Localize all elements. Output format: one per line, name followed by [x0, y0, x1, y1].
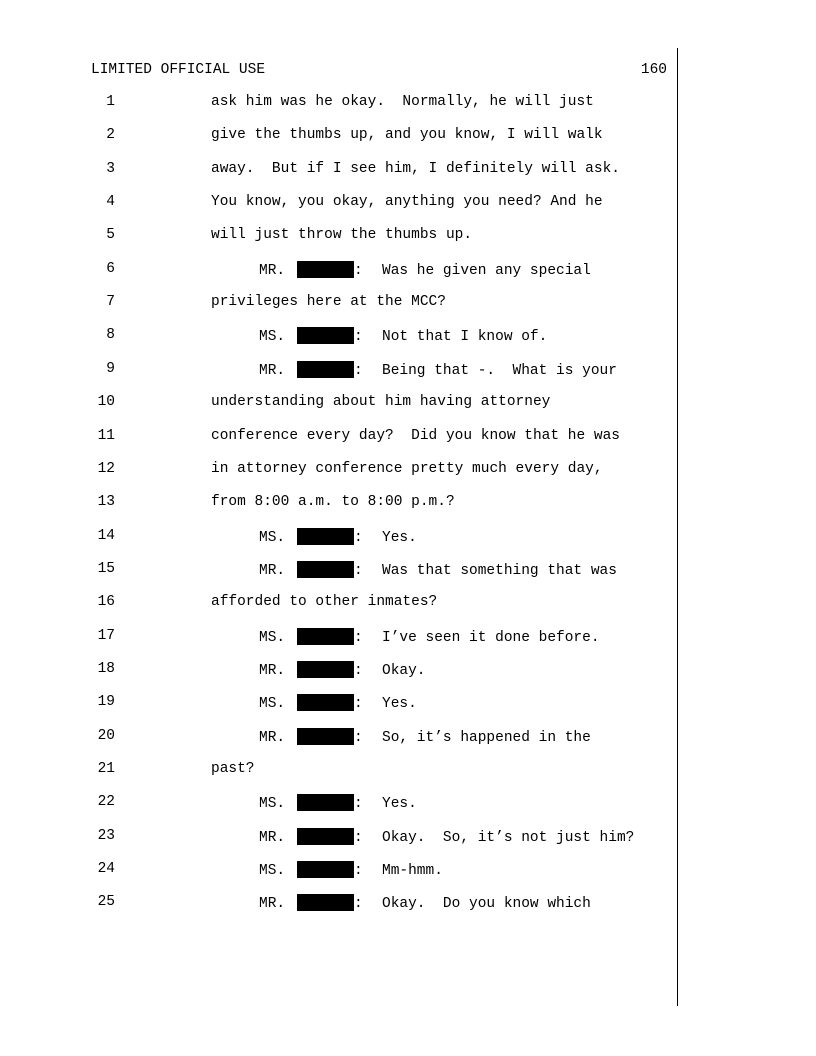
speaker-turn [259, 694, 417, 712]
speaker-title: MR. [259, 263, 286, 279]
speaker-title: MR. [259, 896, 286, 912]
speaker-colon: : [354, 663, 363, 679]
speaker-title: MS. [259, 863, 286, 879]
redaction-box [297, 628, 354, 645]
redaction-box [297, 528, 354, 545]
speaker-turn [259, 528, 417, 546]
line-text: give the thumbs up, and you know, I will walk [211, 127, 603, 143]
line-number: 11 [97, 428, 115, 444]
speaker-colon: : [354, 630, 363, 646]
redaction-box [297, 794, 354, 811]
speaker-colon: : [354, 896, 363, 912]
spoken-text: Okay. [382, 663, 426, 679]
speaker-colon: : [354, 530, 363, 546]
line-number: 14 [97, 528, 115, 544]
spoken-text: Okay. So, it’s not just him? [382, 830, 635, 846]
line-text: in attorney conference pretty much every day, [211, 461, 603, 477]
line-number: 13 [97, 494, 115, 510]
line-number: 25 [97, 894, 115, 910]
speaker-turn [259, 661, 426, 679]
transcript-line [0, 561, 816, 581]
line-number: 8 [106, 327, 115, 343]
line-number: 1 [106, 94, 115, 110]
line-number: 3 [106, 161, 115, 177]
line-text: afforded to other inmates? [211, 594, 438, 610]
line-text: You know, you okay, anything you need? And he [211, 194, 603, 210]
transcript-line [0, 94, 816, 114]
redaction-box [297, 661, 354, 678]
speaker-turn [259, 261, 591, 279]
spoken-text: So, it’s happened in the [382, 730, 591, 746]
speaker-title: MR. [259, 563, 286, 579]
line-text: conference every day? Did you know that he was [211, 428, 620, 444]
speaker-turn [259, 828, 634, 846]
transcript-line [0, 594, 816, 614]
speaker-title: MR. [259, 663, 286, 679]
transcript-line [0, 428, 816, 448]
speaker-colon: : [354, 696, 363, 712]
redaction-box [297, 561, 354, 578]
line-text: from 8:00 a.m. to 8:00 p.m.? [211, 494, 455, 510]
transcript-line [0, 227, 816, 247]
line-number: 12 [97, 461, 115, 477]
speaker-title: MS. [259, 630, 286, 646]
line-text: privileges here at the MCC? [211, 294, 446, 310]
page-number: 160 [640, 62, 667, 78]
transcript-line [0, 361, 816, 381]
speaker-colon: : [354, 563, 363, 579]
spoken-text: Mm-hmm. [382, 863, 443, 879]
line-text: understanding about him having attorney [211, 394, 551, 410]
speaker-title: MS. [259, 796, 286, 812]
line-number: 17 [97, 628, 115, 644]
transcript-line [0, 628, 816, 648]
speaker-colon: : [354, 263, 363, 279]
spoken-text: Being that -. What is your [382, 363, 617, 379]
speaker-turn [259, 327, 547, 345]
spoken-text: Yes. [382, 530, 417, 546]
transcript-line [0, 461, 816, 481]
redaction-box [297, 894, 354, 911]
transcript-line [0, 528, 816, 548]
speaker-turn [259, 628, 600, 646]
speaker-colon: : [354, 730, 363, 746]
line-number: 18 [97, 661, 115, 677]
spoken-text: I’ve seen it done before. [382, 630, 600, 646]
transcript-line [0, 794, 816, 814]
transcript-line [0, 661, 816, 681]
redaction-box [297, 861, 354, 878]
spoken-text: Not that I know of. [382, 329, 548, 345]
speaker-title: MS. [259, 696, 286, 712]
line-number: 22 [97, 794, 115, 810]
speaker-title: MR. [259, 363, 286, 379]
line-number: 6 [106, 261, 115, 277]
transcript-line [0, 294, 816, 314]
transcript-line [0, 761, 816, 781]
transcript-line [0, 127, 816, 147]
redaction-box [297, 728, 354, 745]
speaker-turn [259, 861, 443, 879]
spoken-text: Was he given any special [382, 263, 591, 279]
redaction-box [297, 694, 354, 711]
speaker-colon: : [354, 863, 363, 879]
line-number: 23 [97, 828, 115, 844]
redaction-box [297, 327, 354, 344]
line-text: past? [211, 761, 255, 777]
line-number: 4 [106, 194, 115, 210]
line-number: 15 [97, 561, 115, 577]
transcript-line [0, 861, 816, 881]
transcript-line [0, 261, 816, 281]
line-number: 5 [106, 227, 115, 243]
redaction-box [297, 828, 354, 845]
spoken-text: Yes. [382, 696, 417, 712]
speaker-title: MS. [259, 530, 286, 546]
line-number: 10 [97, 394, 115, 410]
line-text: ask him was he okay. Normally, he will just [211, 94, 594, 110]
speaker-colon: : [354, 830, 363, 846]
line-number: 21 [97, 761, 115, 777]
transcript-line [0, 194, 816, 214]
speaker-turn [259, 561, 617, 579]
transcript-line [0, 694, 816, 714]
speaker-turn [259, 894, 591, 912]
transcript-line [0, 494, 816, 514]
speaker-colon: : [354, 796, 363, 812]
line-text: away. But if I see him, I definitely will ask. [211, 161, 620, 177]
line-number: 16 [97, 594, 115, 610]
line-text: will just throw the thumbs up. [211, 227, 473, 243]
line-number: 19 [97, 694, 115, 710]
transcript-line [0, 894, 816, 914]
redaction-box [297, 361, 354, 378]
speaker-turn [259, 361, 617, 379]
spoken-text: Yes. [382, 796, 417, 812]
line-number: 9 [106, 361, 115, 377]
transcript-line [0, 394, 816, 414]
spoken-text: Okay. Do you know which [382, 896, 591, 912]
transcript-line [0, 327, 816, 347]
speaker-colon: : [354, 363, 363, 379]
speaker-turn [259, 794, 417, 812]
transcript-line [0, 828, 816, 848]
speaker-title: MS. [259, 329, 286, 345]
line-number: 24 [97, 861, 115, 877]
speaker-colon: : [354, 329, 363, 345]
transcript-line [0, 161, 816, 181]
transcript-line [0, 728, 816, 748]
line-number: 7 [106, 294, 115, 310]
speaker-title: MR. [259, 830, 286, 846]
speaker-title: MR. [259, 730, 286, 746]
speaker-turn [259, 728, 591, 746]
spoken-text: Was that something that was [382, 563, 617, 579]
classification-header: LIMITED OFFICIAL USE [91, 62, 266, 78]
redaction-box [297, 261, 354, 278]
line-number: 20 [97, 728, 115, 744]
line-number: 2 [106, 127, 115, 143]
